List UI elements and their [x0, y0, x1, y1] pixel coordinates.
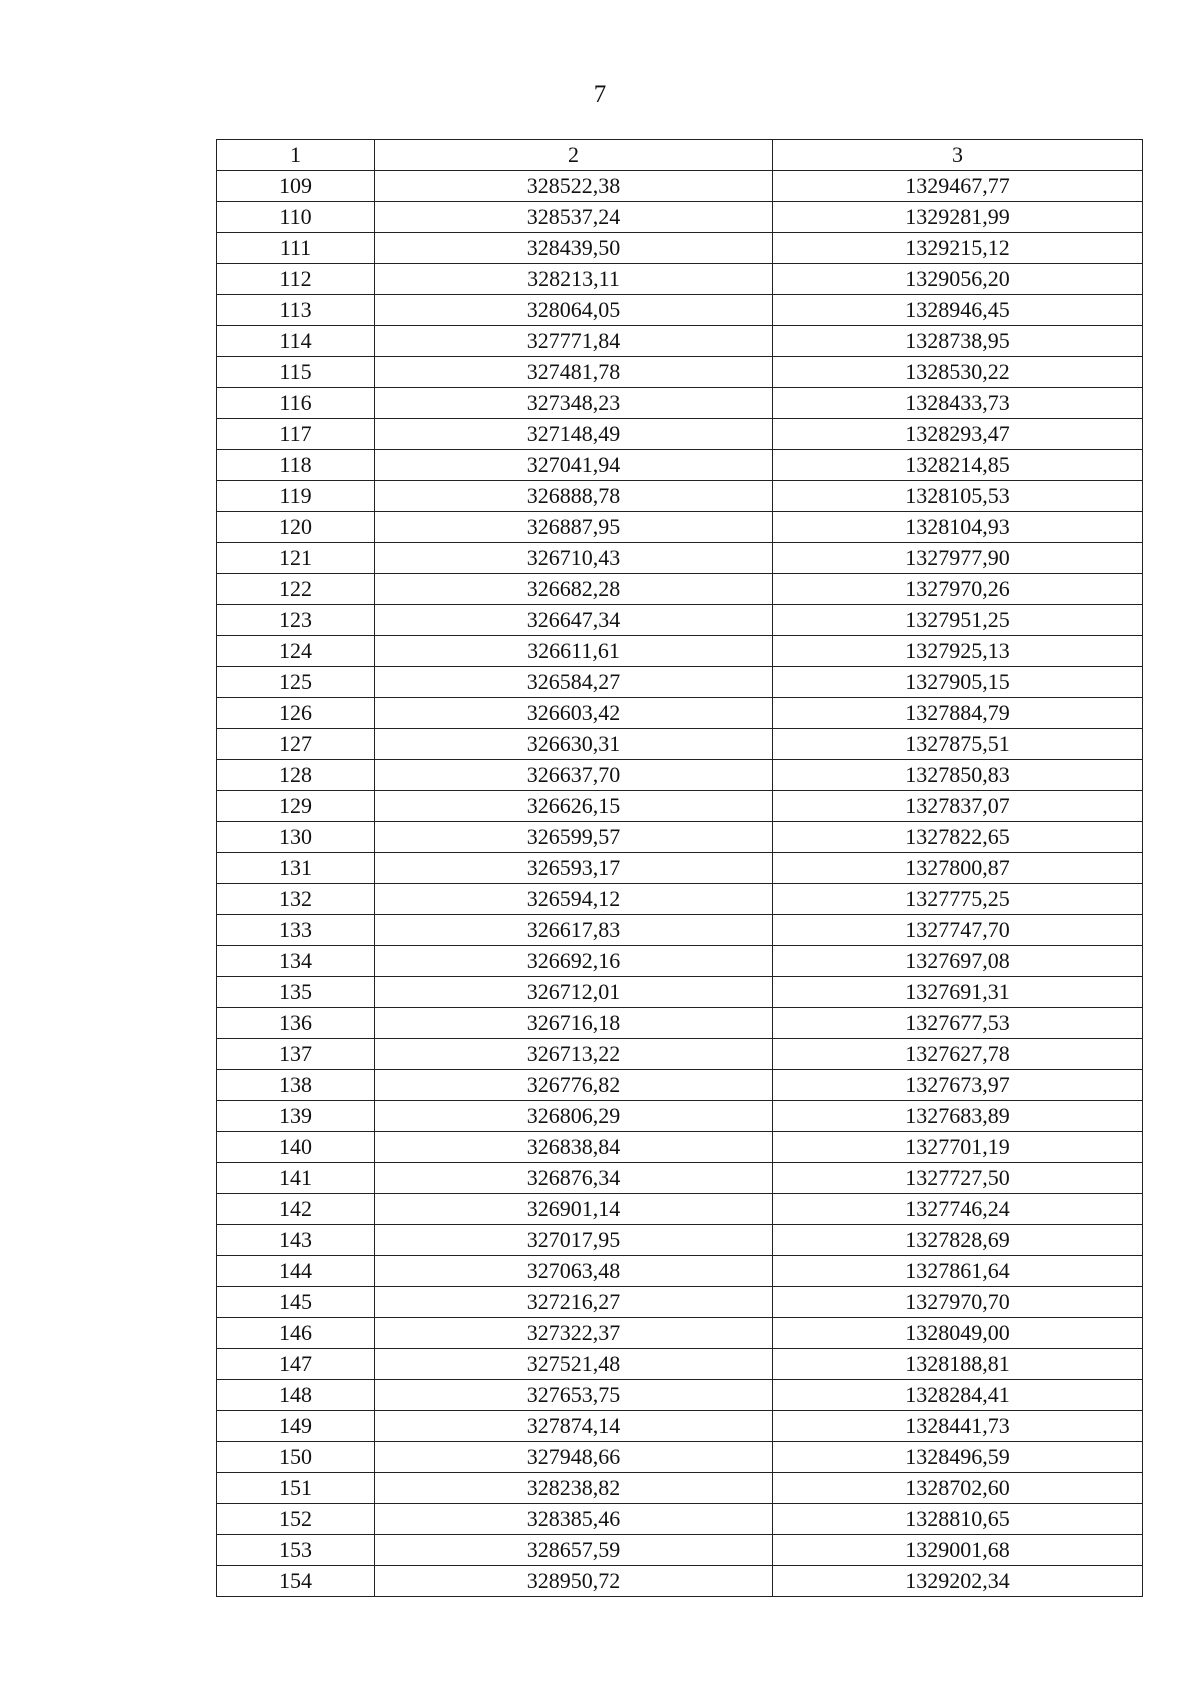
coordinate-x-cell: 327481,78 [375, 357, 773, 388]
coordinate-y-cell: 1327884,79 [773, 698, 1143, 729]
coordinate-x-cell: 327041,94 [375, 450, 773, 481]
coordinate-x-cell: 327771,84 [375, 326, 773, 357]
table-row [217, 295, 1143, 326]
coordinate-x-cell: 327216,27 [375, 1287, 773, 1318]
coordinate-x-cell: 327017,95 [375, 1225, 773, 1256]
point-number-cell: 133 [217, 915, 375, 946]
table-row [217, 264, 1143, 295]
coordinate-y-cell: 1328105,53 [773, 481, 1143, 512]
coordinate-x-cell: 326887,95 [375, 512, 773, 543]
point-number-cell: 126 [217, 698, 375, 729]
coordinate-x-cell: 326776,82 [375, 1070, 773, 1101]
point-number-cell: 136 [217, 1008, 375, 1039]
coordinate-x-cell: 326692,16 [375, 946, 773, 977]
coordinate-y-cell: 1328738,95 [773, 326, 1143, 357]
coordinate-x-cell: 327653,75 [375, 1380, 773, 1411]
coordinate-y-cell: 1328441,73 [773, 1411, 1143, 1442]
table-header [217, 140, 1143, 171]
table-row [217, 419, 1143, 450]
point-number-cell: 122 [217, 574, 375, 605]
coordinate-x-cell: 327521,48 [375, 1349, 773, 1380]
point-number-cell: 109 [217, 171, 375, 202]
coordinate-y-cell: 1327977,90 [773, 543, 1143, 574]
table-row [217, 388, 1143, 419]
coordinate-x-cell: 327874,14 [375, 1411, 773, 1442]
coordinate-x-cell: 326611,61 [375, 636, 773, 667]
table-row [217, 1535, 1143, 1566]
coordinate-x-cell: 328238,82 [375, 1473, 773, 1504]
point-number-cell: 116 [217, 388, 375, 419]
table-row [217, 853, 1143, 884]
coordinate-y-cell: 1328293,47 [773, 419, 1143, 450]
header-cell-3: 3 [773, 140, 1143, 171]
point-number-cell: 114 [217, 326, 375, 357]
coordinate-x-cell: 328950,72 [375, 1566, 773, 1597]
point-number-cell: 141 [217, 1163, 375, 1194]
coordinate-y-cell: 1327970,26 [773, 574, 1143, 605]
point-number-cell: 119 [217, 481, 375, 512]
table-row [217, 202, 1143, 233]
coordinate-x-cell: 328439,50 [375, 233, 773, 264]
coordinate-x-cell: 326593,17 [375, 853, 773, 884]
coordinate-x-cell: 326710,43 [375, 543, 773, 574]
table-row [217, 1566, 1143, 1597]
coordinate-x-cell: 326626,15 [375, 791, 773, 822]
table-row [217, 884, 1143, 915]
point-number-cell: 153 [217, 1535, 375, 1566]
coordinate-y-cell: 1327970,70 [773, 1287, 1143, 1318]
table-row [217, 760, 1143, 791]
coordinate-x-cell: 326647,34 [375, 605, 773, 636]
coordinate-y-cell: 1327925,13 [773, 636, 1143, 667]
point-number-cell: 124 [217, 636, 375, 667]
table-row [217, 729, 1143, 760]
coordinate-x-cell: 326584,27 [375, 667, 773, 698]
coordinate-y-cell: 1327673,97 [773, 1070, 1143, 1101]
coordinate-x-cell: 326876,34 [375, 1163, 773, 1194]
table-row [217, 1101, 1143, 1132]
coordinate-y-cell: 1327837,07 [773, 791, 1143, 822]
coordinate-y-cell: 1327677,53 [773, 1008, 1143, 1039]
coordinate-y-cell: 1327775,25 [773, 884, 1143, 915]
page-number: 7 [593, 81, 607, 108]
point-number-cell: 139 [217, 1101, 375, 1132]
point-number-cell: 111 [217, 233, 375, 264]
table-row [217, 1380, 1143, 1411]
table-row [217, 574, 1143, 605]
coordinate-x-cell: 326630,31 [375, 729, 773, 760]
table-row [217, 1008, 1143, 1039]
coordinate-y-cell: 1327828,69 [773, 1225, 1143, 1256]
coordinate-x-cell: 326617,83 [375, 915, 773, 946]
table-row [217, 977, 1143, 1008]
table-row [217, 1256, 1143, 1287]
point-number-cell: 146 [217, 1318, 375, 1349]
point-number-cell: 115 [217, 357, 375, 388]
coordinate-y-cell: 1327683,89 [773, 1101, 1143, 1132]
point-number-cell: 118 [217, 450, 375, 481]
coordinate-y-cell: 1328284,41 [773, 1380, 1143, 1411]
table-row [217, 1225, 1143, 1256]
coordinate-y-cell: 1327627,78 [773, 1039, 1143, 1070]
coordinate-x-cell: 327322,37 [375, 1318, 773, 1349]
table-row [217, 1287, 1143, 1318]
point-number-cell: 125 [217, 667, 375, 698]
table-row [217, 481, 1143, 512]
table-row [217, 946, 1143, 977]
coordinate-y-cell: 1328188,81 [773, 1349, 1143, 1380]
coordinate-y-cell: 1329202,34 [773, 1566, 1143, 1597]
point-number-cell: 117 [217, 419, 375, 450]
coordinate-y-cell: 1329056,20 [773, 264, 1143, 295]
coordinates-table [216, 139, 1143, 1597]
coordinate-x-cell: 328385,46 [375, 1504, 773, 1535]
table-row [217, 667, 1143, 698]
table-row [217, 1442, 1143, 1473]
point-number-cell: 145 [217, 1287, 375, 1318]
point-number-cell: 113 [217, 295, 375, 326]
point-number-cell: 144 [217, 1256, 375, 1287]
table-row [217, 357, 1143, 388]
table-row [217, 171, 1143, 202]
coordinate-x-cell: 326901,14 [375, 1194, 773, 1225]
coordinate-y-cell: 1328810,65 [773, 1504, 1143, 1535]
coordinate-x-cell: 328064,05 [375, 295, 773, 326]
coordinate-y-cell: 1327800,87 [773, 853, 1143, 884]
table-row [217, 326, 1143, 357]
table-row [217, 512, 1143, 543]
point-number-cell: 110 [217, 202, 375, 233]
table-row [217, 543, 1143, 574]
point-number-cell: 130 [217, 822, 375, 853]
point-number-cell: 154 [217, 1566, 375, 1597]
point-number-cell: 121 [217, 543, 375, 574]
point-number-cell: 135 [217, 977, 375, 1008]
coordinate-y-cell: 1327747,70 [773, 915, 1143, 946]
header-row [217, 140, 1143, 171]
table-row [217, 1349, 1143, 1380]
point-number-cell: 149 [217, 1411, 375, 1442]
coordinate-y-cell: 1328946,45 [773, 295, 1143, 326]
coordinate-x-cell: 326716,18 [375, 1008, 773, 1039]
table-body [217, 171, 1143, 1597]
coordinate-y-cell: 1327691,31 [773, 977, 1143, 1008]
point-number-cell: 147 [217, 1349, 375, 1380]
coordinate-x-cell: 326888,78 [375, 481, 773, 512]
table-row [217, 1039, 1143, 1070]
coordinate-x-cell: 326713,22 [375, 1039, 773, 1070]
coordinate-y-cell: 1327701,19 [773, 1132, 1143, 1163]
table-row [217, 1504, 1143, 1535]
coordinate-y-cell: 1327951,25 [773, 605, 1143, 636]
coordinate-x-cell: 328522,38 [375, 171, 773, 202]
point-number-cell: 129 [217, 791, 375, 822]
coordinate-y-cell: 1329281,99 [773, 202, 1143, 233]
point-number-cell: 152 [217, 1504, 375, 1535]
coordinate-y-cell: 1329001,68 [773, 1535, 1143, 1566]
point-number-cell: 128 [217, 760, 375, 791]
table-row [217, 1070, 1143, 1101]
coordinate-y-cell: 1328433,73 [773, 388, 1143, 419]
point-number-cell: 138 [217, 1070, 375, 1101]
table-row [217, 1318, 1143, 1349]
point-number-cell: 137 [217, 1039, 375, 1070]
coordinate-y-cell: 1327727,50 [773, 1163, 1143, 1194]
point-number-cell: 123 [217, 605, 375, 636]
table-row [217, 1473, 1143, 1504]
table-row [217, 1163, 1143, 1194]
coordinate-x-cell: 326603,42 [375, 698, 773, 729]
coordinate-y-cell: 1327746,24 [773, 1194, 1143, 1225]
coordinate-y-cell: 1327861,64 [773, 1256, 1143, 1287]
coordinate-y-cell: 1328049,00 [773, 1318, 1143, 1349]
table-row [217, 605, 1143, 636]
coordinate-x-cell: 327148,49 [375, 419, 773, 450]
coordinate-y-cell: 1329215,12 [773, 233, 1143, 264]
point-number-cell: 127 [217, 729, 375, 760]
point-number-cell: 134 [217, 946, 375, 977]
point-number-cell: 112 [217, 264, 375, 295]
coordinate-x-cell: 326637,70 [375, 760, 773, 791]
coordinate-y-cell: 1327905,15 [773, 667, 1143, 698]
coordinate-x-cell: 326712,01 [375, 977, 773, 1008]
point-number-cell: 143 [217, 1225, 375, 1256]
table-row [217, 915, 1143, 946]
point-number-cell: 131 [217, 853, 375, 884]
point-number-cell: 132 [217, 884, 375, 915]
header-cell-1: 1 [217, 140, 375, 171]
point-number-cell: 142 [217, 1194, 375, 1225]
coordinate-x-cell: 327063,48 [375, 1256, 773, 1287]
coordinate-y-cell: 1328496,59 [773, 1442, 1143, 1473]
coordinate-x-cell: 326682,28 [375, 574, 773, 605]
table-row [217, 636, 1143, 667]
coordinate-y-cell: 1328214,85 [773, 450, 1143, 481]
table-row [217, 450, 1143, 481]
coordinate-y-cell: 1327850,83 [773, 760, 1143, 791]
table-row [217, 1194, 1143, 1225]
coordinate-x-cell: 328537,24 [375, 202, 773, 233]
table-row [217, 698, 1143, 729]
point-number-cell: 140 [217, 1132, 375, 1163]
coordinate-y-cell: 1328702,60 [773, 1473, 1143, 1504]
coordinate-x-cell: 327948,66 [375, 1442, 773, 1473]
coordinate-y-cell: 1328104,93 [773, 512, 1143, 543]
coordinate-y-cell: 1327822,65 [773, 822, 1143, 853]
coordinate-x-cell: 327348,23 [375, 388, 773, 419]
table-row [217, 1132, 1143, 1163]
coordinate-x-cell: 326838,84 [375, 1132, 773, 1163]
coordinate-x-cell: 326599,57 [375, 822, 773, 853]
coordinate-x-cell: 328657,59 [375, 1535, 773, 1566]
point-number-cell: 150 [217, 1442, 375, 1473]
coordinate-y-cell: 1327697,08 [773, 946, 1143, 977]
table-row [217, 1411, 1143, 1442]
table-row [217, 822, 1143, 853]
coordinate-y-cell: 1328530,22 [773, 357, 1143, 388]
table-row [217, 791, 1143, 822]
coordinate-y-cell: 1327875,51 [773, 729, 1143, 760]
coordinate-x-cell: 326594,12 [375, 884, 773, 915]
point-number-cell: 148 [217, 1380, 375, 1411]
point-number-cell: 120 [217, 512, 375, 543]
coordinate-x-cell: 326806,29 [375, 1101, 773, 1132]
coordinate-y-cell: 1329467,77 [773, 171, 1143, 202]
point-number-cell: 151 [217, 1473, 375, 1504]
header-cell-2: 2 [375, 140, 773, 171]
table-row [217, 233, 1143, 264]
coordinate-x-cell: 328213,11 [375, 264, 773, 295]
